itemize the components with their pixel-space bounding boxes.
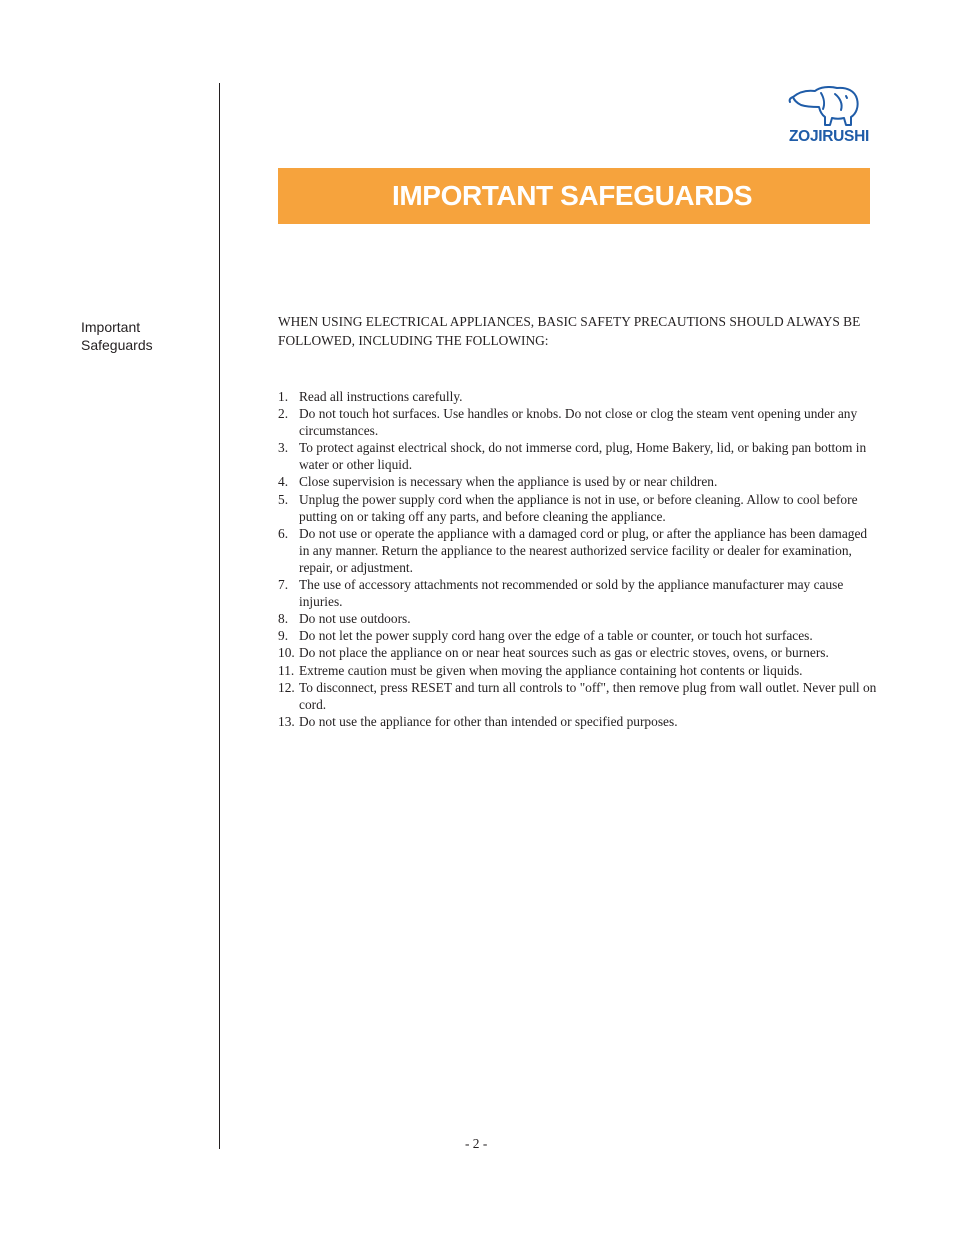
list-item-text: Do not touch hot surfaces. Use handles or knobs. Do not close or clog the steam vent opening under any circumstances. bbox=[299, 406, 858, 439]
safeguards-list bbox=[278, 388, 878, 730]
list-item bbox=[278, 388, 878, 405]
list-item-text: Read all instructions carefully. bbox=[299, 389, 463, 404]
list-item-number: 11. bbox=[278, 662, 295, 678]
list-item-text: Do not use outdoors. bbox=[299, 611, 411, 627]
margin-rule bbox=[219, 83, 220, 1149]
list-item bbox=[278, 679, 878, 713]
list-item-text: Do not use the appliance for other than intended or specified purposes. bbox=[299, 713, 678, 729]
list-item bbox=[278, 576, 878, 610]
list-item-text: Close supervision is necessary when the appliance is used by or near children. bbox=[299, 474, 718, 490]
list-item-text: The use of accessory attachments not recommended or sold by the appliance manufacturer may cause injuries. bbox=[299, 577, 844, 610]
list-item-number: 1. bbox=[278, 389, 289, 404]
list-item bbox=[278, 662, 878, 679]
list-item-text: Unplug the power supply cord when the appliance is not in use, or before cleaning. Allow to cool before putting on or taking off any parts, and before cleaning the appliance. bbox=[299, 491, 858, 524]
list-item-number: 9. bbox=[278, 628, 289, 644]
list-item bbox=[278, 525, 878, 576]
intro-paragraph: WHEN USING ELECTRICAL APPLIANCES, BASIC SAFETY PRECAUTIONS SHOULD ALWAYS BE FOLLOWED, INCLUDING THE FOLLOWING: bbox=[278, 314, 861, 348]
list-item-number: 8. bbox=[278, 611, 289, 627]
list-item bbox=[278, 491, 878, 525]
brand-logo bbox=[777, 86, 869, 148]
page-title: IMPORTANT SAFEGUARDS bbox=[392, 180, 753, 211]
list-item-number: 10. bbox=[278, 645, 295, 661]
list-item bbox=[278, 473, 878, 490]
list-item-number: 12. bbox=[278, 679, 295, 695]
list-item-text: Do not let the power supply cord hang over the edge of a table or counter, or touch hot surfaces. bbox=[299, 628, 813, 644]
list-item-text: To protect against electrical shock, do not immerse cord, plug, Home Bakery, lid, or baking pan bottom in water or other liquid. bbox=[299, 440, 867, 473]
elephant-icon bbox=[777, 86, 869, 130]
list-item-number: 5. bbox=[278, 491, 289, 507]
list-item-text: Do not use or operate the appliance with a damaged cord or plug, or after the appliance has been damaged in any manner. Return the appliance to the nearest authorized service facility or dealer for examination, repair, or adjustment. bbox=[299, 525, 868, 575]
list-item-number: 2. bbox=[278, 406, 289, 422]
list-item bbox=[278, 627, 878, 644]
list-item bbox=[278, 439, 878, 473]
list-item bbox=[278, 644, 878, 661]
section-label-line2: Safeguards bbox=[81, 337, 153, 353]
list-item bbox=[278, 405, 878, 439]
list-item-text: To disconnect, press RESET and turn all controls to "off", then remove plug from wall outlet. Never pull on cord. bbox=[299, 679, 877, 712]
title-banner bbox=[278, 168, 870, 224]
list-item-number: 4. bbox=[278, 474, 289, 490]
list-item-number: 3. bbox=[278, 440, 289, 456]
list-item-text: Do not place the appliance on or near heat sources such as gas or electric stoves, ovens, or burners. bbox=[299, 645, 829, 661]
list-item-number: 7. bbox=[278, 577, 289, 593]
section-label bbox=[81, 318, 201, 354]
list-item-number: 6. bbox=[278, 525, 289, 541]
list-item-text: Extreme caution must be given when moving the appliance containing hot contents or liquids. bbox=[299, 662, 803, 678]
section-label-line1: Important bbox=[81, 319, 141, 335]
list-item-number: 13. bbox=[278, 713, 295, 729]
page-number: - 2 - bbox=[465, 1136, 488, 1151]
list-item bbox=[278, 610, 878, 627]
list-item bbox=[278, 713, 878, 730]
brand-wordmark: ZOJIRUSHI bbox=[789, 128, 869, 145]
